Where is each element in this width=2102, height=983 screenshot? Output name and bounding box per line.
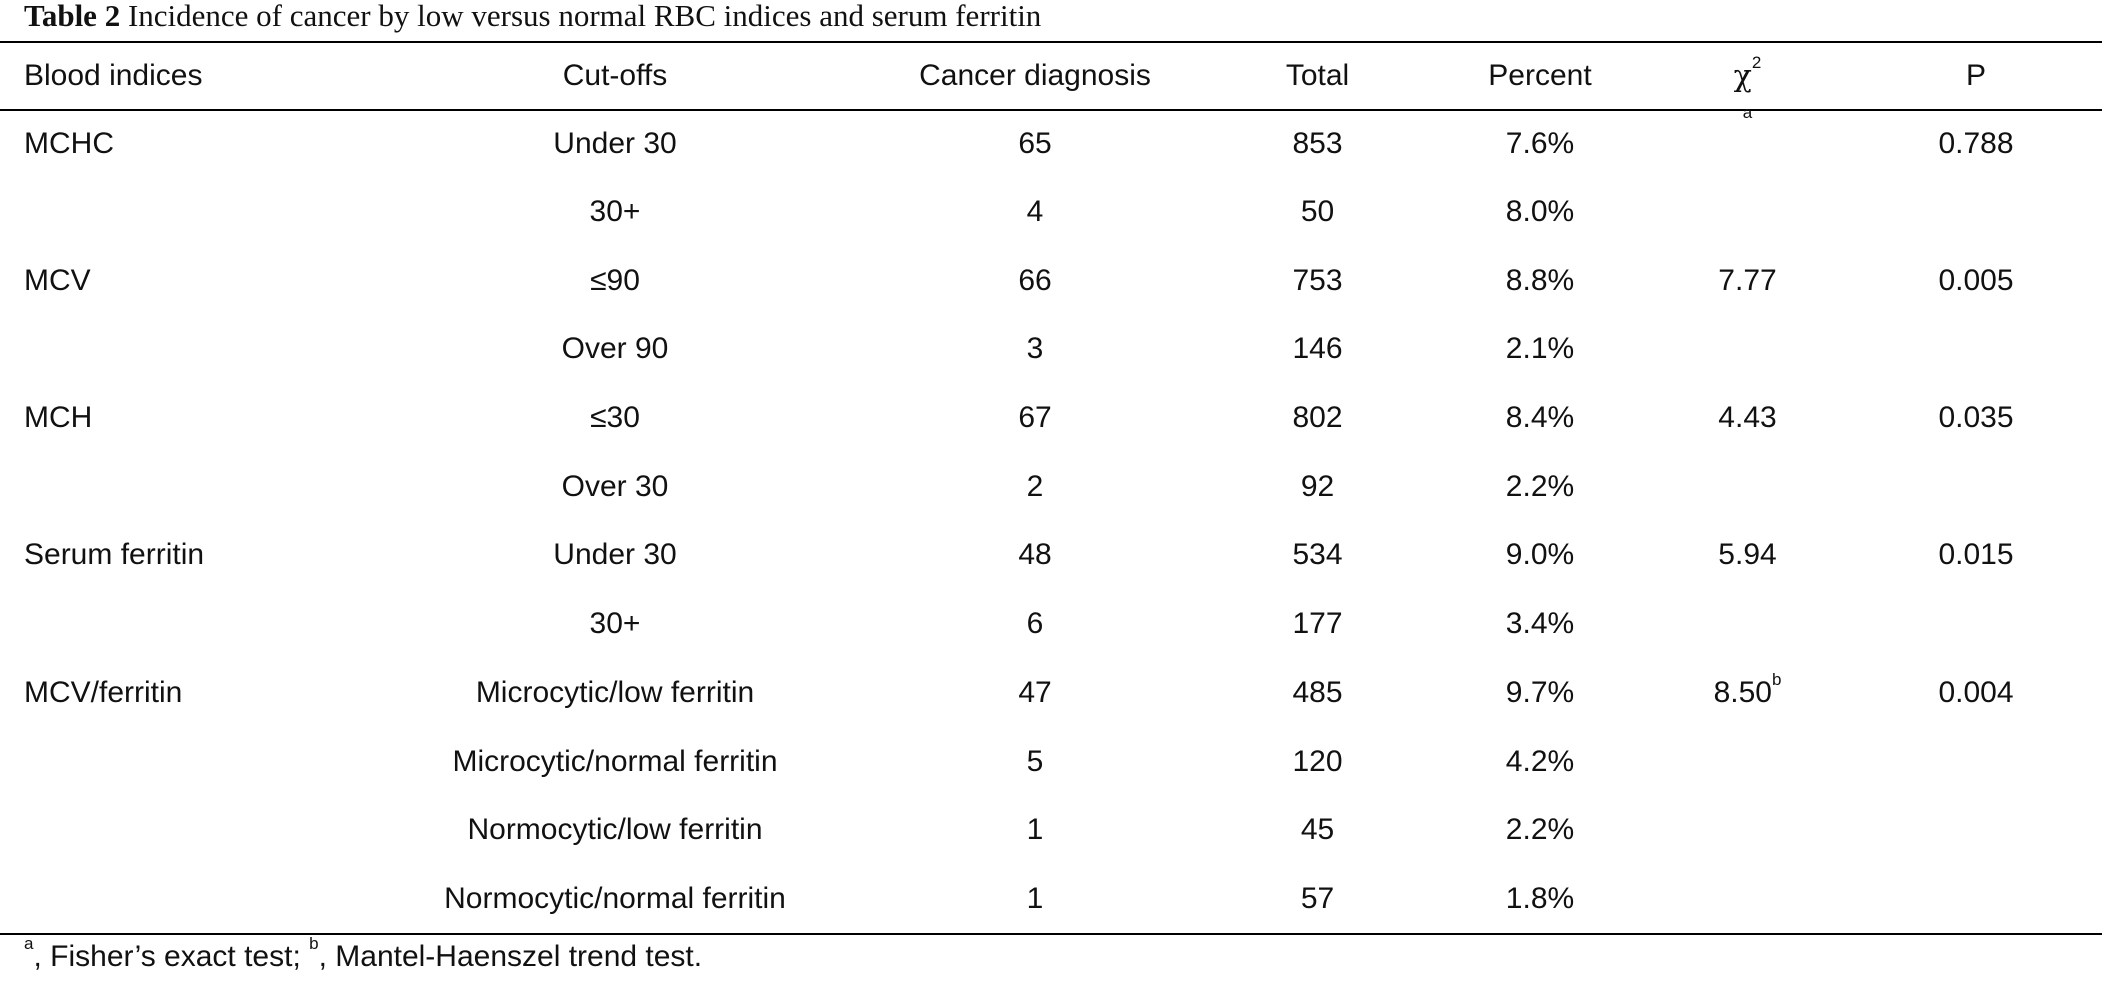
- cell-p-value: [1850, 796, 2102, 865]
- cell-total: 485: [1292, 675, 1343, 709]
- header-total: Total: [1285, 59, 1350, 92]
- table-row: [0, 109, 2102, 178]
- cell-total: 753: [1292, 263, 1343, 297]
- chi-footnote-mark: b: [1771, 669, 1782, 689]
- cell-percent: 8.8%: [1505, 263, 1575, 297]
- chi-value: 5.94: [1718, 538, 1777, 572]
- cell-chi-square: [1645, 727, 1850, 796]
- cell-percent: 1.8%: [1505, 881, 1575, 915]
- cell-p-value: 0.015: [1938, 538, 2014, 572]
- data-table: [0, 43, 2102, 933]
- footnote-mark-b: b: [309, 934, 319, 953]
- cell-total: 45: [1300, 813, 1335, 847]
- cell-cancer-diagnosis: 48: [1018, 538, 1052, 572]
- header-p: P: [1965, 59, 1986, 92]
- cell-p-value: [1850, 865, 2102, 934]
- footnote-text-b: , Mantel-Haenszel trend test.: [318, 940, 703, 973]
- cell-blood-index: Serum ferritin: [24, 538, 205, 572]
- header-cancer-diagnosis: Cancer diagnosis: [919, 59, 1151, 92]
- header-percent: Percent: [1488, 59, 1592, 92]
- chi-superscript: 2: [1751, 52, 1762, 72]
- table-row: [0, 452, 2102, 521]
- cell-blood-index: MCV: [24, 263, 91, 297]
- cell-cancer-diagnosis: 66: [1018, 263, 1052, 297]
- cell-blood-index: [0, 796, 360, 865]
- cell-cutoff: 30+: [589, 195, 641, 229]
- cell-chi-square: [1645, 659, 1850, 728]
- cell-percent: 8.4%: [1505, 401, 1575, 435]
- cell-blood-index: MCV/ferritin: [24, 675, 183, 709]
- cell-chi-square: [1645, 521, 1850, 590]
- cell-cutoff: ≤90: [590, 263, 640, 297]
- cell-percent: 8.0%: [1505, 195, 1575, 229]
- cell-cutoff: 30+: [589, 607, 641, 641]
- cell-cutoff: Normocytic/normal ferritin: [444, 881, 786, 915]
- cell-chi-square: [1645, 315, 1850, 384]
- chi-value: 8.50: [1713, 675, 1772, 709]
- cell-chi-square: [1645, 246, 1850, 315]
- cell-chi-square: [1645, 796, 1850, 865]
- cell-percent: 4.2%: [1505, 744, 1575, 778]
- cell-cutoff: Over 30: [561, 469, 669, 503]
- cell-p-value: 0.004: [1938, 675, 2014, 709]
- table-row: [0, 727, 2102, 796]
- cell-total: 146: [1292, 332, 1343, 366]
- header-cutoffs: Cut-offs: [562, 59, 668, 92]
- cell-total: 50: [1300, 195, 1335, 229]
- chi-value: 4.43: [1718, 401, 1777, 435]
- cell-cutoff: ≤30: [590, 401, 640, 435]
- table-row: [0, 659, 2102, 728]
- header-chi-square: [1645, 43, 1850, 109]
- cell-blood-index: [0, 865, 360, 934]
- cell-total: 57: [1300, 881, 1335, 915]
- cell-total: 92: [1300, 469, 1335, 503]
- table-row: [0, 384, 2102, 453]
- cell-cancer-diagnosis: 2: [1026, 469, 1044, 503]
- table-title: Incidence of cancer by low versus normal RBC indices and serum ferritin: [127, 0, 1042, 33]
- cell-blood-index: MCHC: [24, 127, 114, 161]
- table-row: [0, 865, 2102, 934]
- cell-p-value: [1850, 315, 2102, 384]
- cell-total: 853: [1292, 127, 1343, 161]
- cell-percent: 2.1%: [1505, 332, 1575, 366]
- cell-p-value: 0.788: [1938, 127, 2014, 161]
- cell-cancer-diagnosis: 65: [1018, 127, 1052, 161]
- cell-percent: 7.6%: [1505, 127, 1575, 161]
- cell-chi-square: [1645, 178, 1850, 247]
- cell-blood-index: MCH: [24, 401, 93, 435]
- cell-cancer-diagnosis: 5: [1026, 744, 1044, 778]
- cell-chi-square: [1645, 590, 1850, 659]
- footnote-text-a: , Fisher’s exact test;: [33, 940, 310, 973]
- chi-value: 7.77: [1718, 263, 1777, 297]
- header-blood-indices: Blood indices: [24, 59, 203, 92]
- cell-p-value: 0.005: [1938, 263, 2014, 297]
- cell-cutoff: Microcytic/low ferritin: [475, 675, 755, 709]
- cell-p-value: [1850, 727, 2102, 796]
- cell-p-value: [1850, 452, 2102, 521]
- cell-p-value: [1850, 178, 2102, 247]
- cell-blood-index: [0, 315, 360, 384]
- cell-total: 802: [1292, 401, 1343, 435]
- table-row: [0, 796, 2102, 865]
- cell-cutoff: Under 30: [553, 538, 677, 572]
- table-row: [0, 246, 2102, 315]
- cell-blood-index: [0, 727, 360, 796]
- cell-total: 177: [1292, 607, 1343, 641]
- table-caption: [24, 0, 1041, 36]
- cell-cancer-diagnosis: 3: [1026, 332, 1044, 366]
- cell-blood-index: [0, 178, 360, 247]
- chi-footnote-mark: a: [1742, 103, 1753, 123]
- cell-chi-square: [1645, 103, 1850, 178]
- table-row: [0, 315, 2102, 384]
- cell-percent: 9.7%: [1505, 675, 1575, 709]
- cell-percent: 2.2%: [1505, 813, 1575, 847]
- table-row: [0, 178, 2102, 247]
- header-row: [0, 43, 2102, 109]
- cell-cancer-diagnosis: 1: [1026, 881, 1044, 915]
- cell-cancer-diagnosis: 6: [1026, 607, 1044, 641]
- cell-blood-index: [0, 452, 360, 521]
- cell-cutoff: Microcytic/normal ferritin: [452, 744, 778, 778]
- cell-percent: 9.0%: [1505, 538, 1575, 572]
- cell-p-value: 0.035: [1938, 401, 2014, 435]
- footnote-mark-a: a: [24, 934, 34, 953]
- cell-p-value: [1850, 590, 2102, 659]
- table-row: [0, 521, 2102, 590]
- table-row: [0, 590, 2102, 659]
- cell-chi-square: [1645, 865, 1850, 934]
- cell-percent: 2.2%: [1505, 469, 1575, 503]
- table-footnote: [24, 934, 703, 974]
- cell-percent: 3.4%: [1505, 607, 1575, 641]
- chi-symbol: χ: [1733, 58, 1752, 94]
- table-label: Table 2: [24, 0, 121, 33]
- cell-cancer-diagnosis: 1: [1026, 813, 1044, 847]
- cell-total: 534: [1292, 538, 1343, 572]
- cell-cutoff: Normocytic/low ferritin: [467, 813, 763, 847]
- cell-cutoff: Over 90: [561, 332, 669, 366]
- cell-blood-index: [0, 590, 360, 659]
- cell-chi-square: [1645, 452, 1850, 521]
- cell-chi-square: [1645, 384, 1850, 453]
- cell-cutoff: Under 30: [553, 127, 677, 161]
- cell-total: 120: [1292, 744, 1343, 778]
- cell-cancer-diagnosis: 47: [1018, 675, 1052, 709]
- cell-cancer-diagnosis: 4: [1026, 195, 1044, 229]
- cell-cancer-diagnosis: 67: [1018, 401, 1052, 435]
